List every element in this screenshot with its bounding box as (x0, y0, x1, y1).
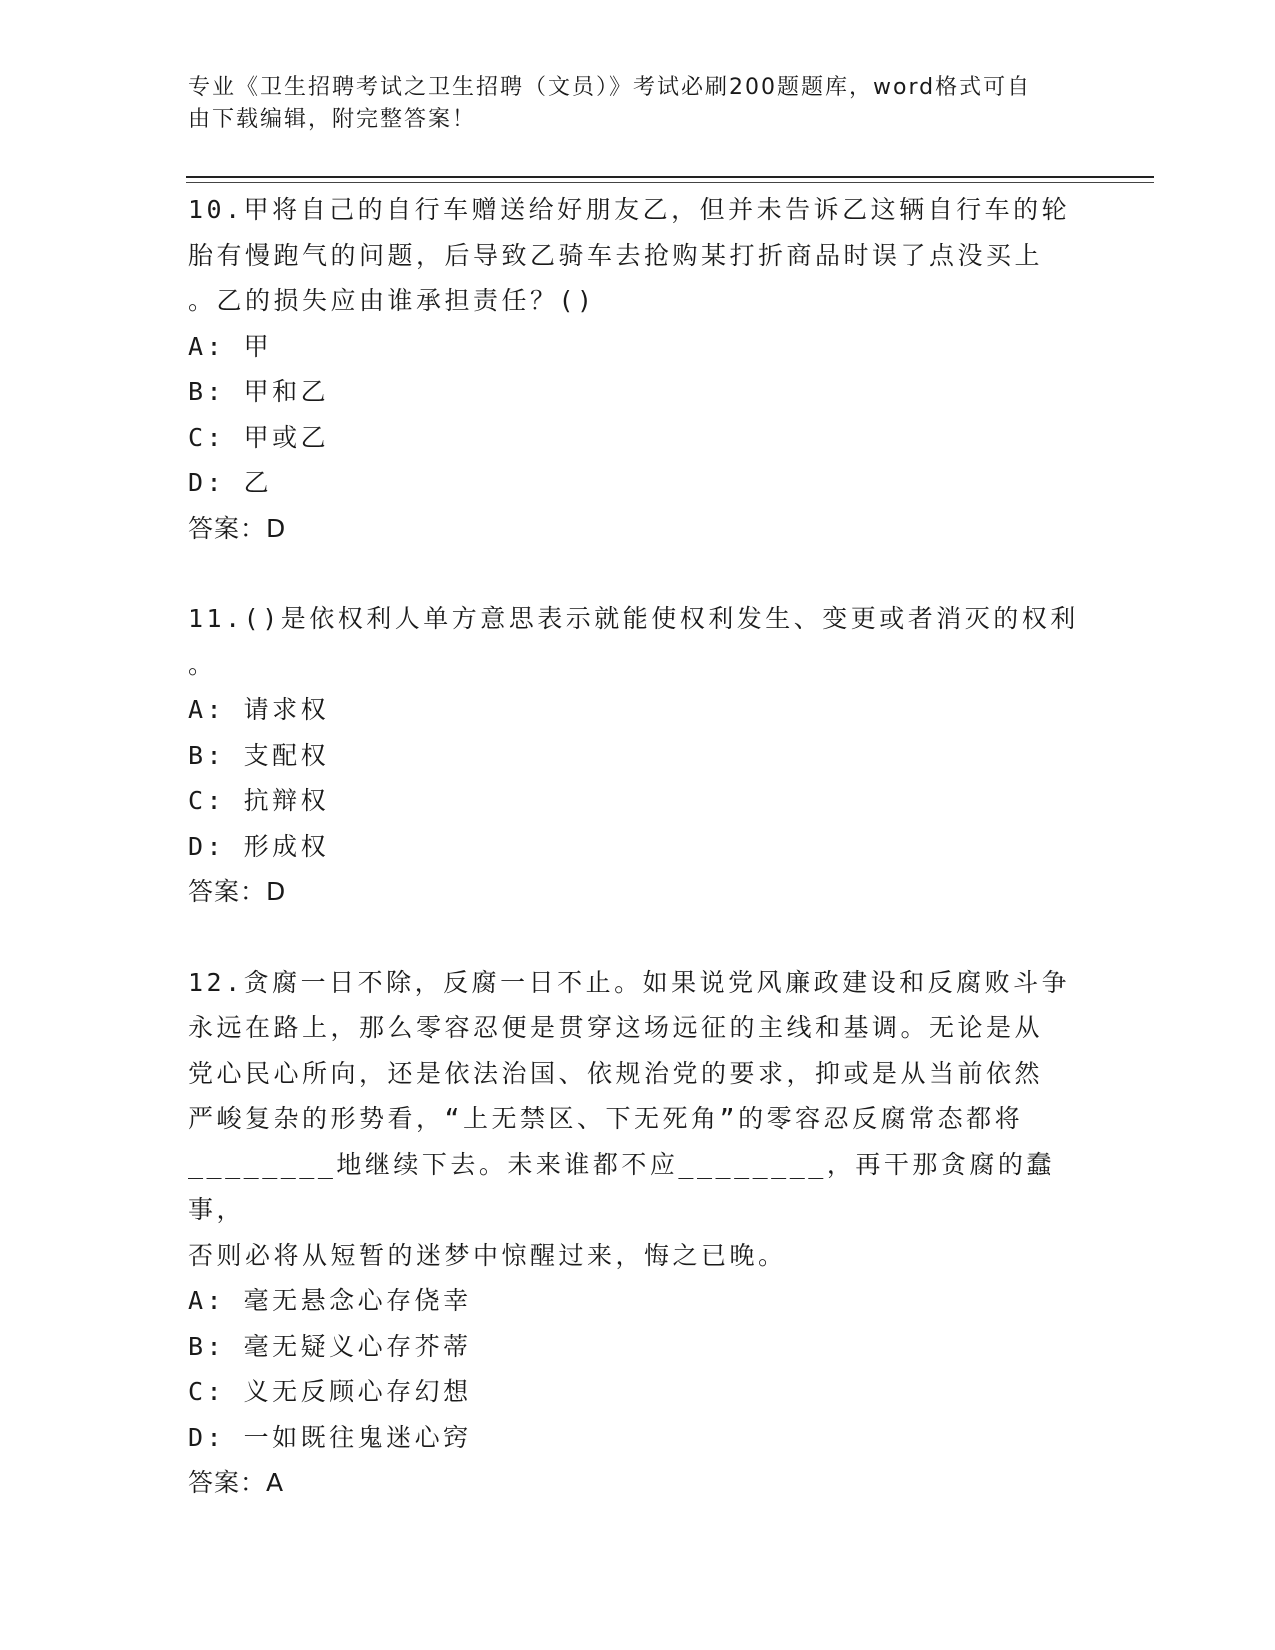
question-11 (188, 596, 1088, 915)
spacer (188, 551, 1088, 596)
question-12 (188, 960, 1088, 1506)
header-line-2: 由下载编辑，附完整答案！ (188, 107, 477, 132)
document-header (188, 72, 1068, 136)
question-stem-line: 。 (188, 649, 217, 679)
question-stem-line: 胎有慢跑气的问题，后导致乙骑车去抢购某打折商品时误了点没买上 (188, 240, 1044, 270)
option-d: D: 一如既往鬼迷心窍 (188, 1422, 472, 1452)
option-a: A: 请求权 (188, 695, 330, 724)
option-d: D: 形成权 (188, 831, 330, 861)
question-10 (188, 187, 1088, 551)
header-divider-thin (186, 182, 1154, 183)
option-c: C: 抗辩权 (188, 786, 330, 815)
question-stem-line: 严峻复杂的形势看，“上无禁区、下无死角”的零容忍反腐常态都将 (188, 1104, 1024, 1133)
header-line-1: 专业《卫生招聘考试之卫生招聘（文员）》考试必刷200题题库，word格式可自 (188, 75, 1032, 100)
question-stem-line: 永远在路上，那么零容忍便是贯穿这场远征的主线和基调。无论是从 (188, 1013, 1044, 1042)
question-stem-line: ________地继续下去。未来谁都不应________，再干那贪腐的蠢事， (188, 1149, 1055, 1224)
option-c: C: 义无反顾心存幻想 (188, 1377, 472, 1406)
question-stem-line: 否则必将从短暂的迷梦中惊醒过来，悔之已晚。 (188, 1240, 787, 1270)
option-c: C: 甲或乙 (188, 422, 330, 452)
answer-label: 答案：D (188, 513, 287, 543)
question-stem-line: 12.贪腐一日不除，反腐一日不止。如果说党风廉政建设和反腐败斗争 (188, 967, 1071, 997)
spacer (188, 915, 1088, 960)
question-stem-line: 党心民心所向，还是依法治国、依规治党的要求，抑或是从当前依然 (188, 1058, 1044, 1088)
header-divider-thick (186, 176, 1154, 178)
option-b: B: 甲和乙 (188, 377, 330, 406)
question-stem-line: 。乙的损失应由谁承担责任？() (188, 286, 596, 315)
answer-label: 答案：A (188, 1468, 285, 1497)
question-list (188, 187, 1088, 1506)
option-a: A: 甲 (188, 331, 273, 361)
option-d: D: 乙 (188, 468, 273, 497)
question-stem-line: 10.甲将自己的自行车赠送给好朋友乙，但并未告诉乙这辆自行车的轮 (188, 195, 1071, 224)
answer-label: 答案：D (188, 877, 287, 906)
option-b: B: 毫无疑义心存芥蒂 (188, 1331, 472, 1361)
option-a: A: 毫无悬念心存侥幸 (188, 1286, 472, 1315)
question-stem-line: 11.()是依权利人单方意思表示就能使权利发生、变更或者消灭的权利 (188, 604, 1079, 633)
option-b: B: 支配权 (188, 740, 330, 770)
